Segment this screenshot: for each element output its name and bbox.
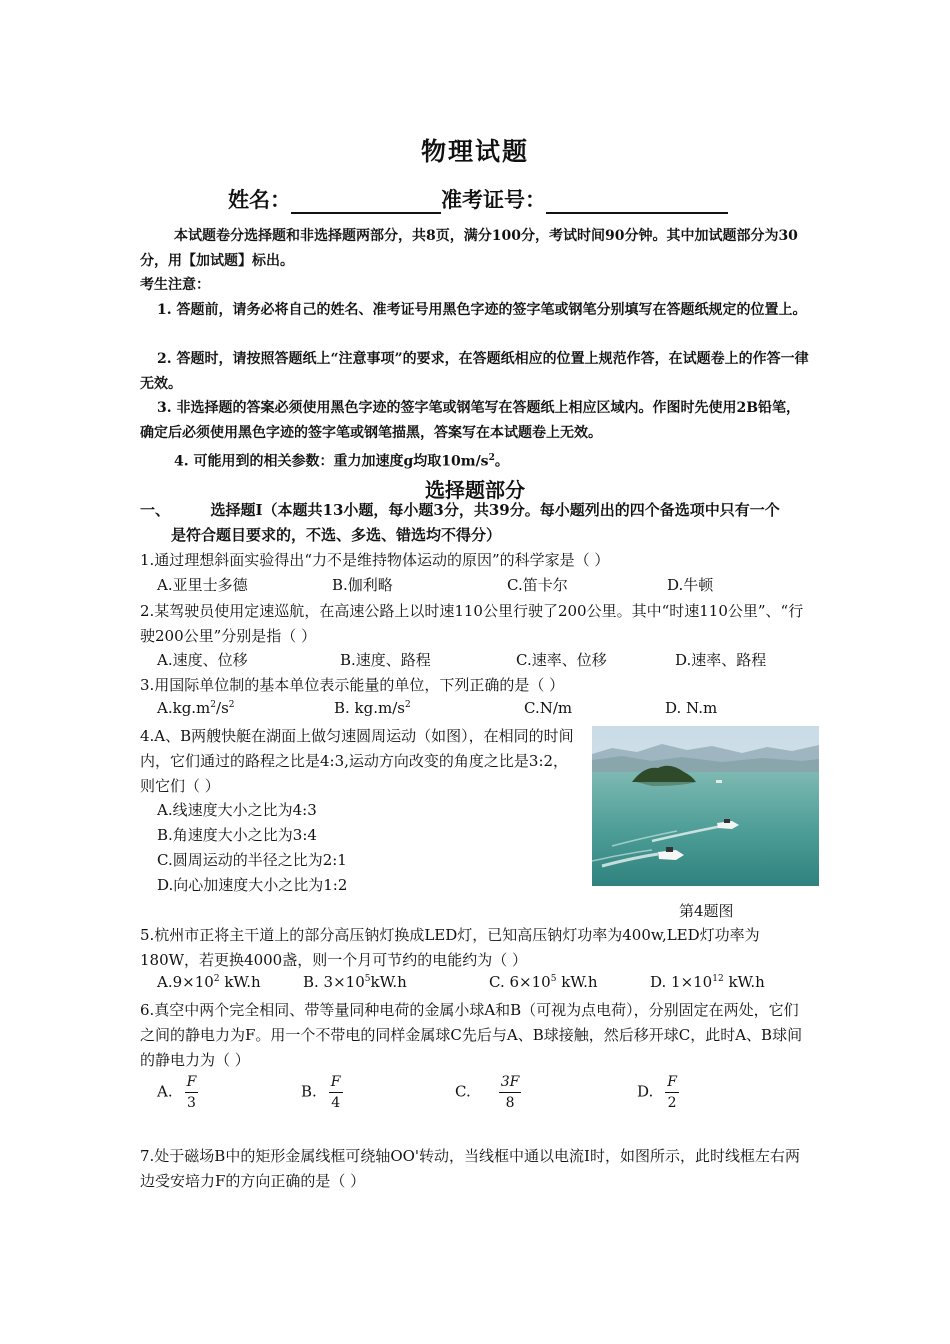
q5-c-sup: 5 [550,974,557,984]
q6-a-den: 3 [187,1095,196,1111]
lake-speedboat-photo [592,726,819,886]
q4-figure-caption: 第4题图 [679,902,734,920]
q6-option-b [301,1074,343,1111]
q5-b-pre: B. 3×10 [303,973,365,991]
q4-option-a: A.线速度大小之比为4:3 [157,801,317,819]
q2-option-d: D.速率、路程 [675,651,767,669]
notice-1: 1. 答题前，请务必将自己的姓名、准考证号用黑色字迹的签字笔或钢笔分别填写在答题纸规定的位置上。 [157,302,807,318]
part-number: 一、 [140,501,171,519]
q6-c-fraction [499,1074,522,1111]
part-desc-2: 是符合题目要求的，不选、多选、错选均不得分） [171,526,502,544]
q3-a-pre: A.kg.m [157,699,211,717]
q5-b-sup: 5 [364,974,371,984]
q5-c-pre: C. 6×10 [489,973,551,991]
q2-option-b: B.速度、路程 [340,651,431,669]
part-header [140,498,812,523]
notice-4-text: 4. 可能用到的相关参数：重力加速度g均取10m/s [174,453,489,470]
q4-option-d: D.向心加速度大小之比为1:2 [157,876,348,894]
q5-c-post: kW.h [556,973,598,991]
q5-a-sup: 2 [213,974,220,984]
q6-c-num: 3F [499,1074,522,1093]
intro-text: 本试题卷分选择题和非选择题两部分，共8页，满分100分，考试时间90分钟。其中加试题部分为30分，用【加试题】标出。 [140,228,798,269]
q6-a-label: A. [157,1082,173,1101]
q2-stem: 2.某驾驶员使用定速巡航，在高速公路上以时速110公里行驶了200公里。其中“时速110公里”、“行驶200公里”分别是指（ ） [140,602,804,645]
q6-a-fraction [185,1074,199,1111]
q6-b-den: 4 [331,1095,341,1111]
q3-b-pre: B. kg.m/s [334,699,405,717]
section-title: 选择题部分 [425,478,525,502]
q5-a-post: kW.h [219,973,261,991]
q4-option-c: C.圆周运动的半径之比为2:1 [157,851,347,869]
q6-c-den: 8 [505,1095,515,1111]
q2-option-a: A.速度、位移 [157,651,248,669]
notice-4-sup: 2 [488,453,495,463]
q5-option-d [650,973,765,991]
name-id-row [228,184,728,214]
q2-option-c: C.速率、位移 [516,651,607,669]
q6-d-den: 2 [667,1095,677,1111]
part-desc-1: 选择题I（本题共13小题，每小题3分，共39分。每小题列出的四个备选项中只有一个 [210,501,780,519]
notice-4 [174,446,814,474]
q3-option-b [334,699,411,717]
q5-a-pre: A.9×10 [157,973,214,991]
q6-d-num: F [665,1074,679,1093]
q5-option-c [489,973,598,991]
notice-title: 考生注意： [140,277,210,293]
id-label: 准考证号： [441,187,546,212]
name-label: 姓名： [228,187,291,212]
notice-2: 2. 答题时，请按照答题纸上“注意事项”的要求，在答题纸相应的位置上规范作答，在试题卷上的作答一律无效。 [140,351,809,392]
q6-b-fraction [329,1074,343,1111]
q1-option-c: C.笛卡尔 [507,576,568,594]
q1-stem: 1.通过理想斜面实验得出“力不是维持物体运动的原因”的科学家是（ ） [140,551,610,569]
q7-stem: 7.处于磁场B中的矩形金属线框可绕轴OO'转动，当线框中通以电流I时，如图所示，此时线框左右两边受安培力F的方向正确的是（ ） [140,1147,800,1190]
notice-3: 3. 非选择题的答案必须使用黑色字迹的签字笔或钢笔写在答题纸上相应区域内。作图时先使用2B铅笔，确定后必须使用黑色字迹的签字笔或钢笔描黑，答案写在本试题卷上无效。 [140,400,801,441]
q3-a-sup2: 2 [228,700,235,710]
q5-option-b [303,973,407,991]
q6-c-label: C. [455,1082,471,1101]
q3-option-a [157,699,235,717]
id-blank[interactable] [546,190,728,214]
q3-b-sup: 2 [405,700,411,710]
q6-a-num: F [185,1074,199,1093]
q5-d-sup: 12 [712,974,724,984]
q6-option-a [157,1074,198,1111]
q5-d-post: kW.h [723,973,765,991]
q3-a-sup1: 2 [210,700,217,710]
q3-a-mid: /s [216,699,229,717]
q1-option-b: B.伽利略 [332,576,393,594]
q5-b-post: kW.h [370,973,407,991]
q3-option-d: D. N.m [665,699,718,717]
q3-option-c: C.N/m [524,699,573,717]
q5-stem: 5.杭州市正将主干道上的部分高压钠灯换成LED灯，已知高压钠灯功率为400w,LED灯功率为180W，若更换4000盏，则一个月可节约的电能约为（ ） [140,926,760,969]
q6-b-num: F [329,1074,343,1093]
q6-d-label: D. [637,1082,654,1101]
q6-option-c [455,1074,521,1111]
q5-d-pre: D. 1×10 [650,973,713,991]
name-blank[interactable] [291,190,441,214]
q1-option-d: D.牛顿 [667,576,714,594]
notice-4-end: 。 [494,453,509,470]
q4-stem: 4.A、B两艘快艇在湖面上做匀速圆周运动（如图），在相同的时间内，它们通过的路程之比是4:3,运动方向改变的角度之比是3:2，则它们（ ） [140,727,574,795]
q4-option-b: B.角速度大小之比为3:4 [157,826,317,844]
q6-b-label: B. [301,1082,317,1101]
q3-stem: 3.用国际单位制的基本单位表示能量的单位，下列正确的是（ ） [140,676,565,694]
q1-option-a: A.亚里士多德 [157,576,248,594]
page-title: 物理试题 [420,137,529,166]
q6-option-d [637,1074,679,1111]
q6-stem: 6.真空中两个完全相同、带等量同种电荷的金属小球A和B（可视为点电荷），分别固定在两处，它们之间的静电力为F。用一个不带电的同样金属球C先后与A、B球接触，然后移开球C，此时A、B球间的静电力为（ ） [140,1001,803,1069]
q5-option-a [157,973,261,991]
q6-d-fraction [665,1074,679,1111]
